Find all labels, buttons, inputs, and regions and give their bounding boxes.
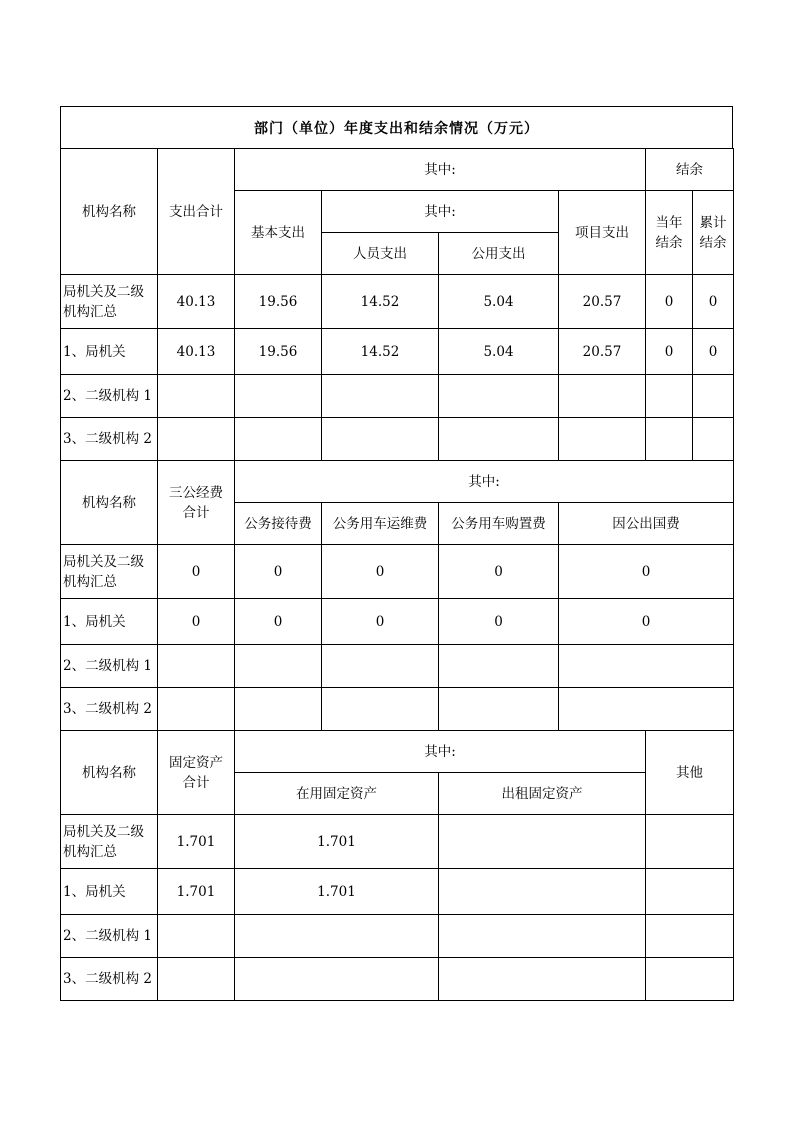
cell-personnel [322,375,439,418]
row-label-l1: 局机关及二级 [63,553,144,570]
cell-total: 1.701 [158,815,235,869]
cell-vehicle-ops: 0 [322,545,439,599]
cell-total: 0 [158,545,235,599]
cell-total [158,375,235,418]
header-org-name: 机构名称 [61,731,158,815]
header-org-name: 机构名称 [61,149,158,275]
row-label: 1、局机关 [61,329,158,375]
row-label: 3、二级机构 2 [61,418,158,461]
header-current-year-l1: 当年 [655,214,683,231]
header-reception: 公务接待费 [235,503,322,545]
header-of-which-2: 其中: [322,191,559,233]
header-fixed-assets-total [158,731,235,815]
header-total: 支出合计 [158,149,235,275]
header-org-name: 机构名称 [61,461,158,545]
cell-total [158,958,235,1001]
header-cumulative [693,191,734,275]
cell-cumulative [693,418,734,461]
cell-reception [235,645,322,688]
table-row [61,815,734,869]
report-sheet [60,106,733,1001]
header-current-year-l2: 结余 [655,234,683,251]
table-row [61,688,734,731]
cell-cumulative [693,375,734,418]
cell-other [646,958,734,1001]
row-label [61,815,158,869]
row-label-l2: 机构汇总 [63,303,117,320]
table-row [61,915,734,958]
row-label-l1: 局机关及二级 [63,283,144,300]
row-label: 2、二级机构 1 [61,375,158,418]
header-three-public-total [158,461,235,545]
header-three-public-total-l1: 三公经费 [169,484,223,501]
cell-total: 40.13 [158,275,235,329]
row-label: 3、二级机构 2 [61,958,158,1001]
header-fixed-assets-total-l1: 固定资产 [169,754,223,771]
cell-cumulative: 0 [693,275,734,329]
table-row [61,329,734,375]
cell-current [646,375,693,418]
cell-total: 1.701 [158,869,235,915]
header-fixed-assets-total-l2: 合计 [182,774,210,791]
header-leased: 出租固定资产 [439,773,646,815]
cell-project: 20.57 [559,275,646,329]
header-of-which: 其中: [235,149,646,191]
cell-abroad [559,645,734,688]
cell-vehicle-ops: 0 [322,599,439,645]
cell-abroad: 0 [559,599,734,645]
cell-vehicle-purchase: 0 [439,599,559,645]
cell-project [559,375,646,418]
row-label-l1: 局机关及二级 [63,823,144,840]
header-personnel: 人员支出 [322,233,439,275]
row-label: 2、二级机构 1 [61,645,158,688]
cell-total: 40.13 [158,329,235,375]
cell-vehicle-ops [322,645,439,688]
cell-current [646,418,693,461]
cell-personnel [322,418,439,461]
header-abroad: 因公出国费 [559,503,734,545]
table-row [61,645,734,688]
header-vehicle-purchase: 公务用车购置费 [439,503,559,545]
table-row [61,375,734,418]
cell-vehicle-purchase: 0 [439,545,559,599]
table-row [61,869,734,915]
report-title: 部门（单位）年度支出和结余情况（万元） [60,106,733,148]
expenditure-table [60,148,734,461]
fixed-assets-table [60,730,734,1001]
cell-total [158,418,235,461]
row-label: 1、局机关 [61,869,158,915]
cell-total [158,645,235,688]
cell-vehicle-purchase [439,688,559,731]
row-label-l2: 机构汇总 [63,843,117,860]
three-public-expenses-table [60,460,734,731]
cell-personnel: 14.52 [322,275,439,329]
cell-leased [439,815,646,869]
cell-vehicle-purchase [439,645,559,688]
cell-reception [235,688,322,731]
cell-basic [235,375,322,418]
cell-public: 5.04 [439,329,559,375]
cell-in-use: 1.701 [235,869,439,915]
cell-project: 20.57 [559,329,646,375]
header-three-public-total-l2: 合计 [182,504,210,521]
row-label: 1、局机关 [61,599,158,645]
cell-reception: 0 [235,545,322,599]
cell-total [158,915,235,958]
cell-abroad [559,688,734,731]
header-public: 公用支出 [439,233,559,275]
cell-other [646,869,734,915]
header-cumulative-l2: 结余 [699,234,727,251]
cell-basic: 19.56 [235,329,322,375]
cell-total [158,688,235,731]
header-surplus: 结余 [646,149,734,191]
table-row [61,958,734,1001]
header-current-year [646,191,693,275]
header-project: 项目支出 [559,191,646,275]
table-row [61,418,734,461]
row-label: 3、二级机构 2 [61,688,158,731]
cell-reception: 0 [235,599,322,645]
row-label-l2: 机构汇总 [63,573,117,590]
table-row [61,599,734,645]
table-row [61,545,734,599]
header-in-use: 在用固定资产 [235,773,439,815]
cell-current: 0 [646,275,693,329]
header-basic: 基本支出 [235,191,322,275]
cell-basic [235,418,322,461]
cell-vehicle-ops [322,688,439,731]
header-cumulative-l1: 累计 [699,214,727,231]
cell-current: 0 [646,329,693,375]
cell-public: 5.04 [439,275,559,329]
cell-basic: 19.56 [235,275,322,329]
cell-public [439,375,559,418]
table-row [61,275,734,329]
cell-abroad: 0 [559,545,734,599]
header-of-which: 其中: [235,731,646,773]
row-label [61,545,158,599]
cell-in-use [235,915,439,958]
row-label: 2、二级机构 1 [61,915,158,958]
cell-cumulative: 0 [693,329,734,375]
row-label [61,275,158,329]
cell-in-use: 1.701 [235,815,439,869]
cell-other [646,915,734,958]
cell-in-use [235,958,439,1001]
cell-leased [439,958,646,1001]
cell-public [439,418,559,461]
cell-other [646,815,734,869]
header-of-which: 其中: [235,461,734,503]
cell-leased [439,915,646,958]
cell-personnel: 14.52 [322,329,439,375]
cell-project [559,418,646,461]
header-vehicle-ops: 公务用车运维费 [322,503,439,545]
cell-leased [439,869,646,915]
cell-total: 0 [158,599,235,645]
header-other: 其他 [646,731,734,815]
